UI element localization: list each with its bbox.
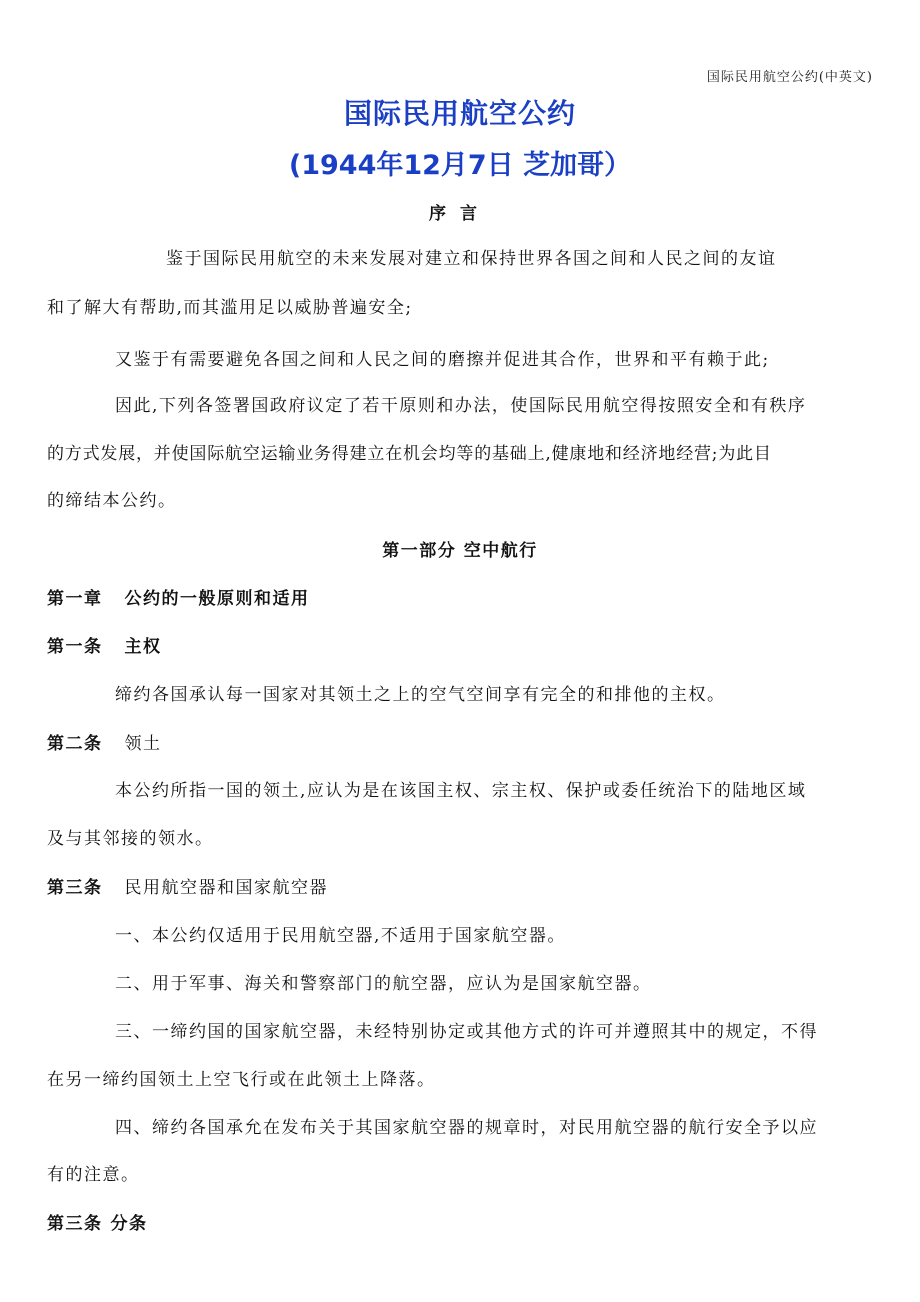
article-text-line: 一、本公约仅适用于民用航空器,不适用于国家航空器。 bbox=[115, 926, 566, 946]
article-text-line: 二、用于军事、海关和警察部门的航空器，应认为是国家航空器。 bbox=[115, 974, 652, 994]
article-title: 分条 bbox=[110, 1214, 148, 1234]
article-text-line: 在另一缔约国领土上空飞行或在此领土上降落。 bbox=[47, 1070, 436, 1090]
article-text-line: 及与其邻接的领水。 bbox=[47, 829, 214, 849]
running-header: 国际民用航空公约(中英文) bbox=[706, 70, 873, 85]
article-number: 第一条 bbox=[47, 637, 103, 657]
preface-line: 又鉴于有需要避免各国之间和人民之间的磨擦并促进其合作，世界和平有赖于此; bbox=[115, 350, 770, 370]
chapter-title: 公约的一般原则和适用 bbox=[124, 589, 310, 609]
preface-line: 的缔结本公约。 bbox=[47, 491, 177, 511]
article-number: 第三条 bbox=[47, 1214, 103, 1234]
article-heading bbox=[47, 1209, 148, 1234]
article-text-line: 本公约所指一国的领土,应认为是在该国主权、宗主权、保护或委任统治下的陆地区域 bbox=[115, 781, 807, 801]
article-text-line: 有的注意。 bbox=[47, 1165, 140, 1185]
article-heading bbox=[47, 729, 162, 754]
article-heading bbox=[47, 873, 328, 898]
article-title: 领土 bbox=[124, 734, 162, 754]
article-text-line: 四、缔约各国承允在发布关于其国家航空器的规章时，对民用航空器的航行安全予以应 bbox=[115, 1118, 818, 1138]
article-title: 主权 bbox=[124, 637, 162, 657]
preface-line: 因此,下列各签署国政府议定了若干原则和办法，使国际民用航空得按照安全和有秩序 bbox=[115, 396, 807, 416]
chapter-heading bbox=[47, 584, 310, 609]
document-subtitle: (1944年12月7日 芝加哥） bbox=[288, 150, 632, 181]
preface-line: 和了解大有帮助,而其滥用足以威胁普遍安全; bbox=[47, 298, 413, 318]
document-title: 国际民用航空公约 bbox=[343, 97, 576, 130]
preface-line: 鉴于国际民用航空的未来发展对建立和保持世界各国之间和人民之间的友谊 bbox=[166, 249, 777, 269]
article-heading bbox=[47, 632, 162, 657]
chapter-number: 第一章 bbox=[47, 589, 103, 609]
article-text-line: 缔约各国承认每一国家对其领土之上的空气空间享有完全的和排他的主权。 bbox=[115, 685, 726, 705]
article-text-line: 三、一缔约国的国家航空器，未经特别协定或其他方式的许可并遵照其中的规定，不得 bbox=[115, 1022, 818, 1042]
preface-line: 的方式发展，并使国际航空运输业务得建立在机会均等的基础上,健康地和经济地经营;为此目 bbox=[47, 444, 772, 464]
article-number: 第三条 bbox=[47, 878, 103, 898]
article-title: 民用航空器和国家航空器 bbox=[124, 878, 328, 898]
part-heading: 第一部分 空中航行 bbox=[382, 541, 538, 561]
article-number: 第二条 bbox=[47, 734, 103, 754]
preface-heading: 序言 bbox=[429, 204, 491, 224]
